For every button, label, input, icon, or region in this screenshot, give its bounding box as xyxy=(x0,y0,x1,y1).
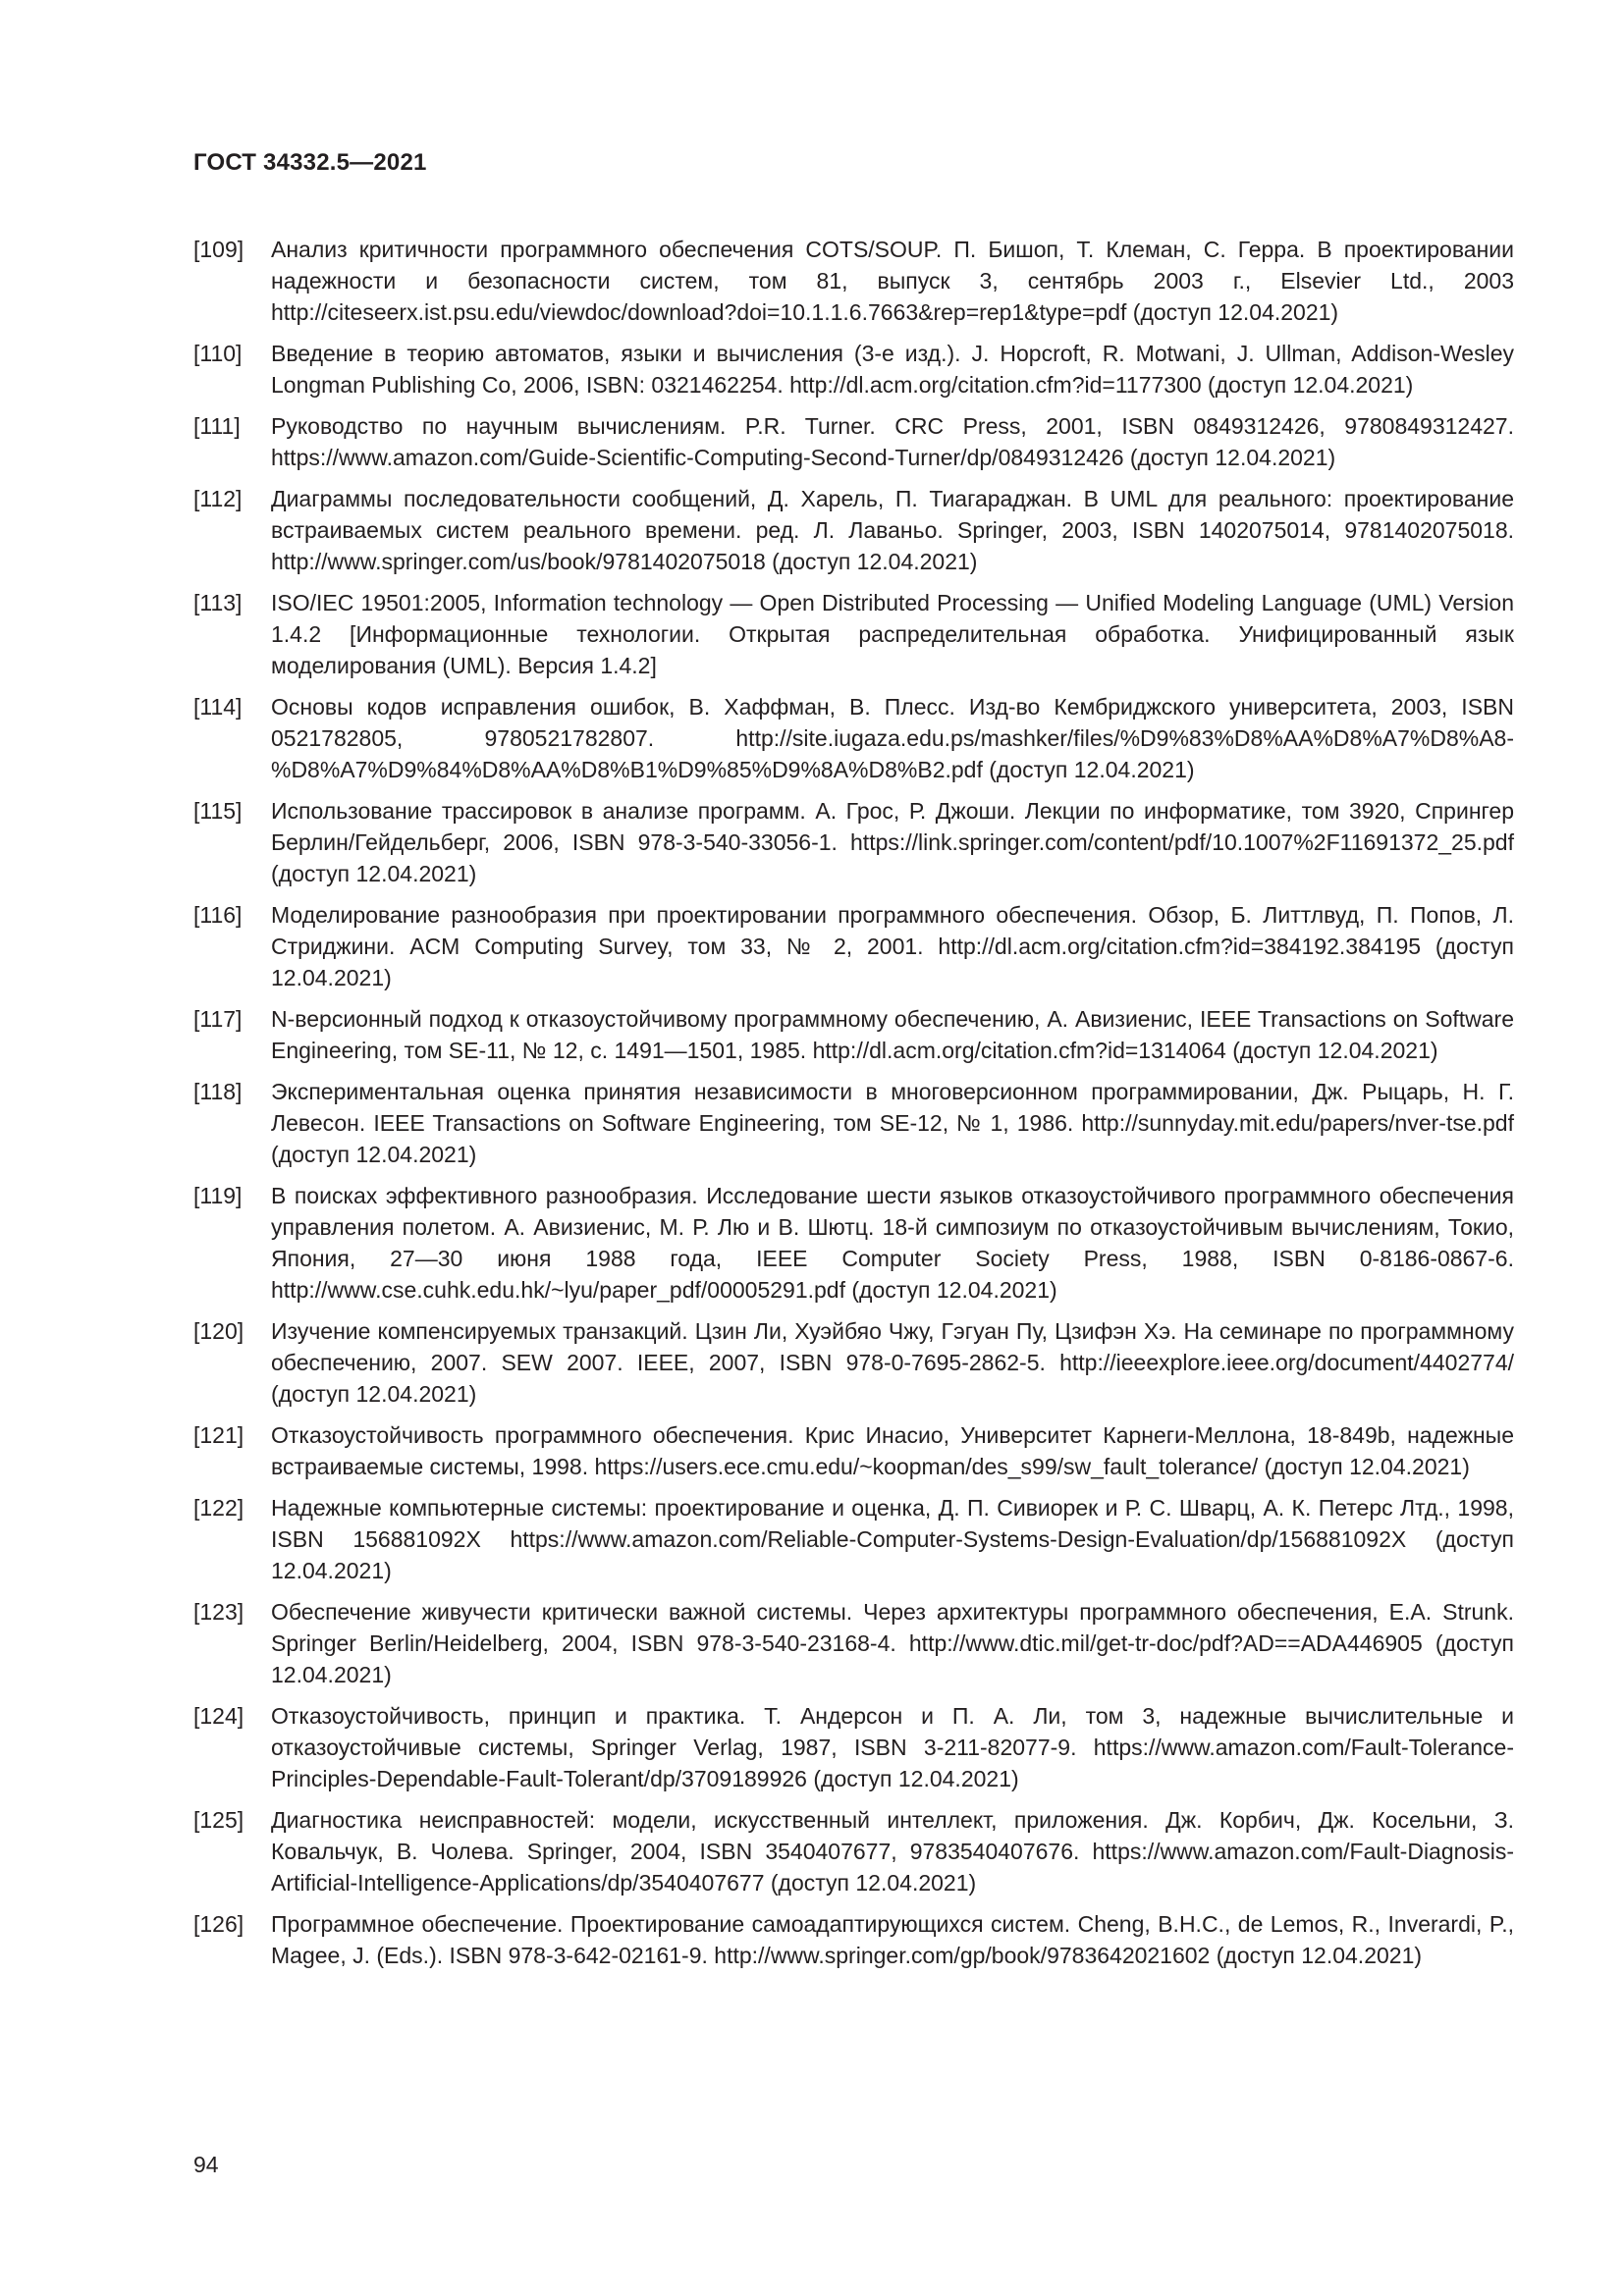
reference-number: [120] xyxy=(193,1318,244,1344)
reference-text: ISO/IEC 19501:2005, Information technology — Open Distributed Processing — Unified Modeling Language (UML) Version 1.4.2 [Информационные технологии. Открытая распределительная обработка. Унифицированный язык моделирования (UML). Версия 1.4.2] xyxy=(271,590,1514,678)
reference-number: [118] xyxy=(193,1079,243,1104)
reference-text: Диагностика неисправностей: модели, искусственный интеллект, приложения. Дж. Корбич, Дж. Косельни, З. Ковальчук, В. Чолева. Springer, 2004, ISBN 3540407677, 9783540407676. https://www.amazon.com/Fault-Diagnosis-Artificial-Intelligence-Applications/dp/3540407677 (доступ 12.04.2021) xyxy=(271,1807,1514,1896)
reference-number: [117] xyxy=(193,1006,243,1032)
reference-number: [119] xyxy=(193,1183,243,1208)
reference-number: [125] xyxy=(193,1807,244,1833)
reference-item xyxy=(193,1180,1514,1306)
reference-item xyxy=(193,1804,1514,1898)
document-header: ГОСТ 34332.5—2021 xyxy=(193,149,427,176)
reference-item xyxy=(193,1315,1514,1410)
reference-item xyxy=(193,1003,1514,1066)
reference-text: Введение в теорию автоматов, языки и вычисления (3-е изд.). J. Hopcroft, R. Motwani, J. Ullman, Addison-Wesley Longman Publishing Co, 2006, ISBN: 0321462254. http://dl.acm.org/citation.cfm?id=1177300 (доступ 12.04.2021) xyxy=(271,341,1514,398)
bibliography-list xyxy=(193,234,1514,1981)
reference-number: [115] xyxy=(193,798,243,824)
reference-text: Анализ критичности программного обеспечения COTS/SOUP. П. Бишоп, Т. Клеман, С. Герра. В проектировании надежности и безопасности систем, том 81, выпуск 3, сентябрь 2003 г., Elsevier Ltd., 2003 http://citeseerx.ist.psu.edu/viewdoc/download?doi=10.1.1.6.7663&rep=rep1&type=pdf (доступ 12.04.2021) xyxy=(271,237,1514,325)
reference-item xyxy=(193,1076,1514,1170)
reference-text: Основы кодов исправления ошибок, В. Хаффман, В. Плесс. Изд-во Кембриджского университета, 2003, ISBN 0521782805, 9780521782807. http://site.iugaza.edu.ps/mashker/files/%D9%83%D8%AA%D8%A7%D8%A8-%D8%A7%D9%84%D8%AA%D8%B1%D9%85%D9%8A%D8%B2.pdf (доступ 12.04.2021) xyxy=(271,694,1514,782)
reference-text: Руководство по научным вычислениям. P.R. Turner. CRC Press, 2001, ISBN 0849312426, 9780849312427. https://www.amazon.com/Guide-Scientific-Computing-Second-Turner/dp/0849312426 (доступ 12.04.2021) xyxy=(271,413,1514,470)
reference-number: [112] xyxy=(193,486,243,511)
reference-item xyxy=(193,234,1514,328)
reference-number: [121] xyxy=(193,1422,244,1448)
reference-number: [122] xyxy=(193,1495,244,1521)
reference-item xyxy=(193,1700,1514,1794)
reference-item xyxy=(193,1419,1514,1482)
reference-item xyxy=(193,1908,1514,1971)
reference-text: Отказоустойчивость, принцип и практика. Т. Андерсон и П. А. Ли, том 3, надежные вычислительные и отказоустойчивые системы, Springer Verlag, 1987, ISBN 3-211-82077-9. https://www.amazon.com/Fault-Tolerance-Principles-Dependable-Fault-Tolerant/dp/3709189926 (доступ 12.04.2021) xyxy=(271,1703,1514,1791)
reference-item xyxy=(193,483,1514,577)
reference-item xyxy=(193,1492,1514,1586)
reference-text: Обеспечение живучести критически важной системы. Через архитектуры программного обеспечения, E.A. Strunk. Springer Berlin/Heidelberg, 2004, ISBN 978-3-540-23168-4. http://www.dtic.mil/get-tr-doc/pdf?AD==ADA446905 (доступ 12.04.2021) xyxy=(271,1599,1514,1687)
reference-text: N-версионный подход к отказоустойчивому программному обеспечению, А. Авизиенис, IEEE Transactions on Software Engineering, том SE-11, № 12, с. 1491—1501, 1985. http://dl.acm.org/citation.cfm?id=1314064 (доступ 12.04.2021) xyxy=(271,1006,1514,1063)
reference-text: Использование трассировок в анализе программ. А. Грос, Р. Джоши. Лекции по информатике, том 3920, Спрингер Берлин/Гейдельберг, 2006, ISBN 978-3-540-33056-1. https://link.springer.com/content/pdf/10.1007%2F11691372_25.pdf (доступ 12.04.2021) xyxy=(271,798,1514,886)
reference-item xyxy=(193,899,1514,993)
reference-text: Программное обеспечение. Проектирование самоадаптирующихся систем. Cheng, B.H.C., de Lemos, R., Inverardi, P., Magee, J. (Eds.). ISBN 978-3-642-02161-9. http://www.springer.com/gp/book/9783642021602 (доступ 12.04.2021) xyxy=(271,1911,1514,1968)
reference-item xyxy=(193,587,1514,681)
page-number: 94 xyxy=(193,2152,219,2177)
reference-item xyxy=(193,1596,1514,1690)
reference-item xyxy=(193,691,1514,785)
reference-text: Диаграммы последовательности сообщений, Д. Харель, П. Тиагараджан. В UML для реального: проектирование встраиваемых систем реального времени. ред. Л. Лаваньо. Springer, 2003, ISBN 1402075014, 9781402075018. http://www.springer.com/us/book/9781402075018 (доступ 12.04.2021) xyxy=(271,486,1514,574)
reference-text: Изучение компенсируемых транзакций. Цзин Ли, Хуэйбяо Чжу, Гэгуан Пу, Цзифэн Хэ. На семинаре по программному обеспечению, 2007. SEW 2007. IEEE, 2007, ISBN 978-0-7695-2862-5. http://ieeexplore.ieee.org/document/4402774/ (доступ 12.04.2021) xyxy=(271,1318,1514,1407)
reference-number: [116] xyxy=(193,902,243,928)
reference-number: [126] xyxy=(193,1911,244,1937)
reference-item xyxy=(193,795,1514,889)
reference-item xyxy=(193,410,1514,473)
reference-number: [123] xyxy=(193,1599,244,1625)
reference-text: Отказоустойчивость программного обеспечения. Крис Инасио, Университет Карнеги-Меллона, 18-849b, надежные встраиваемые системы, 1998. https://users.ece.cmu.edu/~koopman/des_s99/sw_fault_tolerance/ (доступ 12.04.2021) xyxy=(271,1422,1514,1479)
reference-text: Моделирование разнообразия при проектировании программного обеспечения. Обзор, Б. Литтлвуд, П. Попов, Л. Стриджини. ACM Computing Survey, том 33, № 2, 2001. http://dl.acm.org/citation.cfm?id=384192.384195 (доступ 12.04.2021) xyxy=(271,902,1514,990)
reference-text: Надежные компьютерные системы: проектирование и оценка, Д. П. Сивиорек и Р. С. Шварц, А. К. Петерс Лтд., 1998, ISBN 156881092X https://www.amazon.com/Reliable-Computer-Systems-Design-Evaluation/dp/156881092X (доступ 12.04.2021) xyxy=(271,1495,1514,1583)
reference-item xyxy=(193,338,1514,400)
reference-number: [124] xyxy=(193,1703,244,1729)
reference-number: [110] xyxy=(193,341,243,366)
reference-number: [109] xyxy=(193,237,244,262)
reference-text: В поисках эффективного разнообразия. Исследование шести языков отказоустойчивого программного обеспечения управления полетом. А. Авизиенис, М. Р. Лю и В. Шютц. 18-й симпозиум по отказоустойчивым вычислениям, Токио, Япония, 27—30 июня 1988 года, IEEE Computer Society Press, 1988, ISBN 0-8186-0867-6. http://www.cse.cuhk.edu.hk/~lyu/paper_pdf/00005291.pdf (доступ 12.04.2021) xyxy=(271,1183,1514,1303)
reference-number: [114] xyxy=(193,694,243,720)
reference-number: [113] xyxy=(193,590,243,615)
reference-text: Экспериментальная оценка принятия независимости в многоверсионном программировании, Дж. Рыцарь, Н. Г. Левесон. IEEE Transactions on Software Engineering, том SE-12, № 1, 1986. http://sunnyday.mit.edu/papers/nver-tse.pdf (доступ 12.04.2021) xyxy=(271,1079,1514,1167)
reference-number: [111] xyxy=(193,413,241,439)
